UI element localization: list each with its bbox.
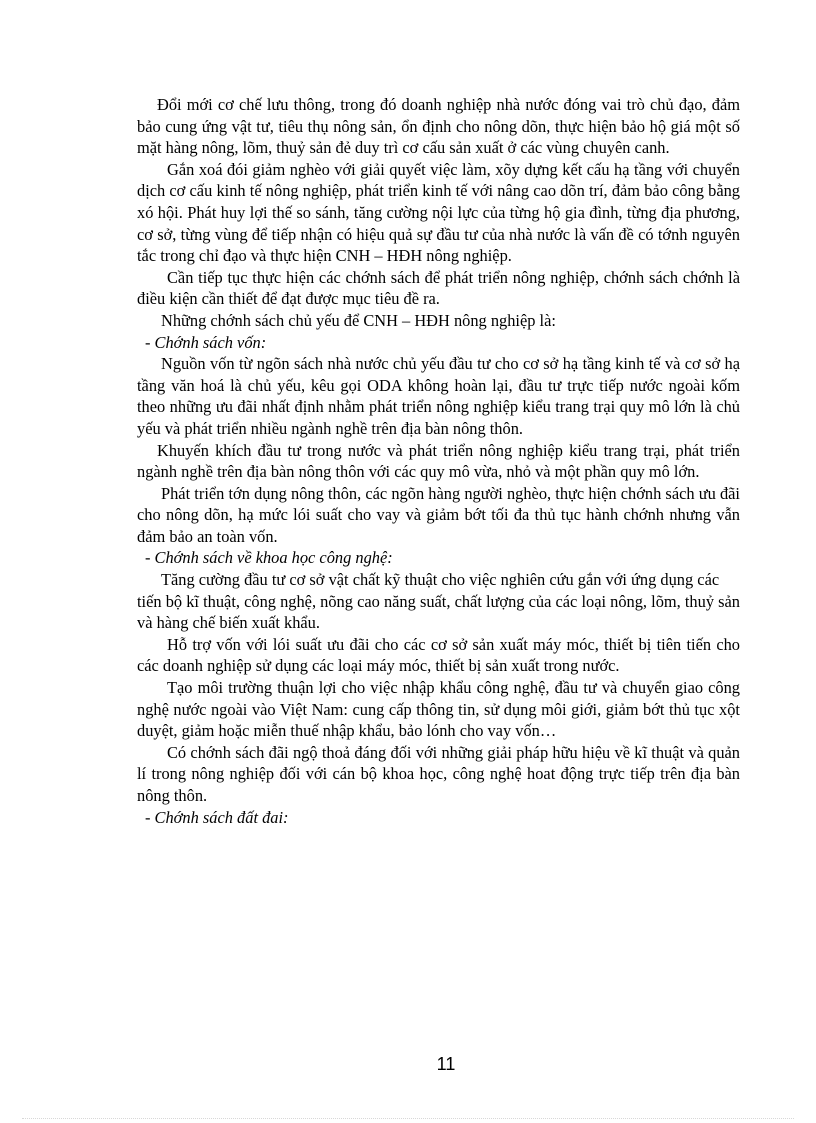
page-edge-divider	[22, 1118, 794, 1119]
paragraph: Gắn xoá đói giảm nghèo với giải quyết việc làm, xõy dựng kết cấu hạ tầng với chuyển dịch cơ cấu kinh tế nông nghiệp, phát triển kinh tế với nâng cao dõn trí, đảm bảo công bằng xó hội. Phát huy lợi thế so sánh, tăng cường nội lực của từng hộ gia đình, từng địa phương, cơ sở, từng vùng để tiếp nhận có hiệu quả sự đầu tư của nhà nước là vấn đề có tớnh nguyên tắc trong chỉ đạo và thực hiện CNH – HĐH nông nghiệp.	[137, 159, 740, 266]
section-heading-science-technology: - Chớnh sách về khoa học công nghệ:	[145, 548, 393, 568]
body-text	[137, 94, 740, 828]
paragraph: Phát triển tớn dụng nông thôn, các ngõn hàng người nghèo, thực hiện chớnh sách ưu đãi cho nông dõn, hạ mức lói suất cho vay và giảm bớt tối đa thủ tục hành chớnh nhưng vẫn đảm bảo an toàn vốn.	[137, 483, 740, 546]
paragraph: tiến bộ kĩ thuật, công nghệ, nõng cao năng suất, chất lượng của các loại nông, lõm, thuỷ sản và hàng chế biến xuất khẩu.	[137, 591, 740, 633]
paragraph: Tăng cường đầu tư cơ sở vật chất kỹ thuật cho việc nghiên cứu gắn với ứng dụng các	[161, 570, 720, 590]
paragraph: Khuyến khích đầu tư trong nước và phát triển nông nghiệp kiểu trang trại, phát triển ngành nghề trên địa bàn nông thôn với các quy mô vừa, nhỏ và một phần quy mô lớn.	[137, 440, 740, 482]
paragraph: Đổi mới cơ chế lưu thông, trong đó doanh nghiệp nhà nước đóng vai trò chủ đạo, đảm bảo cung ứng vật tư, tiêu thụ nông sản, ổn định cho nông dõn, thực hiện bảo hộ giá một số mặt hàng nông, lõm, thuỷ sản đẻ duy trì cơ cấu sản xuất ở các vùng chuyên canh.	[137, 95, 740, 158]
section-heading-capital: - Chớnh sách vốn:	[145, 332, 267, 352]
paragraph: Tạo môi trường thuận lợi cho việc nhập khẩu công nghệ, đầu tư và chuyển giao công nghệ nước ngoài vào Việt Nam: cung cấp thông tin, sử dụng môi giới, giảm bớt thủ tục xột duyệt, giảm hoặc miễn thuế nhập khẩu, bảo lónh cho vay vốn…	[137, 678, 740, 741]
paragraph: Những chớnh sách chủ yếu để CNH – HĐH nông nghiệp là:	[161, 310, 556, 330]
paragraph: Có chớnh sách đãi ngộ thoả đáng đối với những giải pháp hữu hiệu về kĩ thuật và quản lí trong nông nghiệp đối với cán bộ khoa học, công nghệ hoat động trực tiếp trên địa bàn nông thôn.	[137, 742, 740, 805]
section-heading-land: - Chớnh sách đất đai:	[145, 807, 289, 827]
paragraph: Cần tiếp tục thực hiện các chớnh sách để phát triển nông nghiệp, chớnh sách chớnh là điều kiện cần thiết để đạt được mục tiêu đề ra.	[137, 267, 740, 309]
paragraph: Hỗ trợ vốn với lói suất ưu đãi cho các cơ sở sản xuất máy móc, thiết bị tiên tiến cho các doanh nghiệp sử dụng các loại máy móc, thiết bị sản xuất trong nước.	[137, 634, 740, 676]
page-number: 11	[436, 1054, 456, 1074]
paragraph: Nguồn vốn từ ngõn sách nhà nước chủ yếu đầu tư cho cơ sở hạ tầng kinh tế và cơ sở hạ tầng văn hoá là chủ yếu, kêu gọi ODA không hoàn lại, đầu tư trực tiếp nước ngoài kốm theo những ưu đãi nhất định nhằm phát triển nông nghiệp kiểu trang trại quy mô lớn là chủ yếu và phát triển nhiều ngành nghề trên địa bàn nông thôn.	[137, 354, 740, 438]
